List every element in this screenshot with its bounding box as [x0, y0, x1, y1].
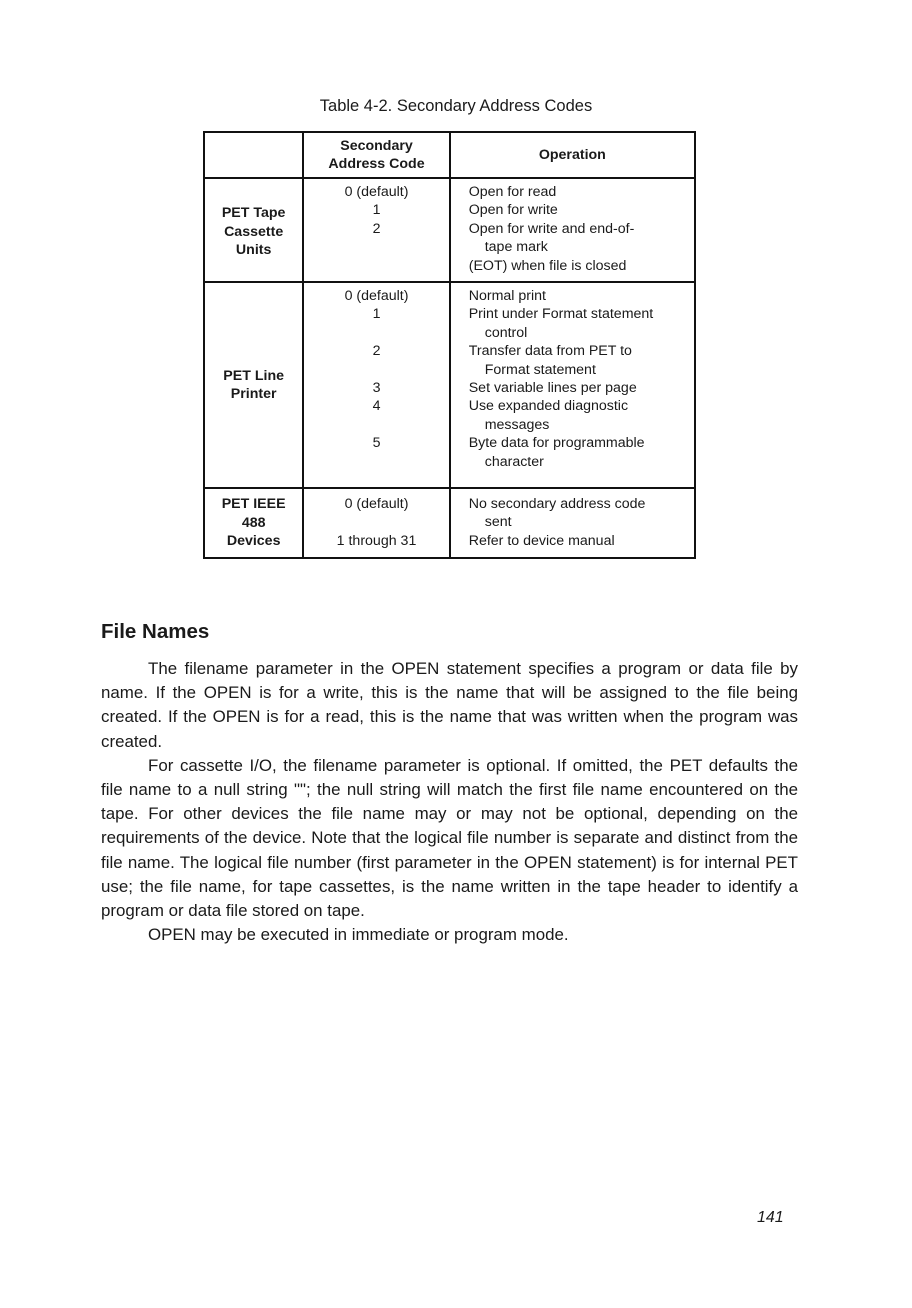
table-row-ieee — [204, 488, 695, 558]
page-number: 141 — [757, 1209, 784, 1226]
paragraph: OPEN may be executed in immediate or program mode. — [148, 925, 569, 945]
header-operation: Operation — [450, 132, 695, 178]
ops-printer: Normal print Print under Format statement control Transfer data from PET to Format statement Set variable lines per page Use expanded diagnostic messages Byte data for programmable character — [450, 282, 695, 488]
device-tape: PET Tape Cassette Units — [204, 178, 303, 282]
paragraph: The filename parameter in the OPEN statement specifies a program or data file by name. If the OPEN is for a write, this is the name that will be assigned to the file being created. If the OPEN is for a read, this is the name that was written when the program was created. — [101, 659, 798, 751]
codes-tape: 0 (default) 1 2 — [303, 178, 449, 282]
codes-ieee: 0 (default) 1 through 31 — [303, 488, 449, 558]
device-ieee: PET IEEE 488 Devices — [204, 488, 303, 558]
header-device — [204, 132, 303, 178]
header-code: Secondary Address Code — [303, 132, 449, 178]
table-row-tape — [204, 178, 695, 282]
device-printer: PET Line Printer — [204, 282, 303, 488]
section-title: File Names — [101, 620, 210, 643]
table-caption: Table 4-2. Secondary Address Codes — [319, 97, 593, 115]
ops-tape: Open for read Open for write Open for write and end-of- tape mark (EOT) when file is closed — [450, 178, 695, 282]
table-row-printer — [204, 282, 695, 488]
secondary-address-table — [203, 131, 696, 559]
codes-printer: 0 (default) 1 2 3 4 5 — [303, 282, 449, 488]
table-header-row — [204, 132, 695, 178]
body-text — [101, 657, 798, 947]
ops-ieee: No secondary address code sent Refer to device manual — [450, 488, 695, 558]
paragraph: For cassette I/O, the filename parameter is optional. If omitted, the PET defaults the file name to a null string ""; the null string will match the first file name encountered on the tape. For other devices the file name may or may not be optional, depending on the requirements of the device. Note that the logical file number is separate and distinct from the file name. The logical file number (first parameter in the OPEN statement) is for internal PET use; the file name, for tape cassettes, is the name written in the tape header to identify a program or data file stored on tape. — [101, 755, 798, 921]
